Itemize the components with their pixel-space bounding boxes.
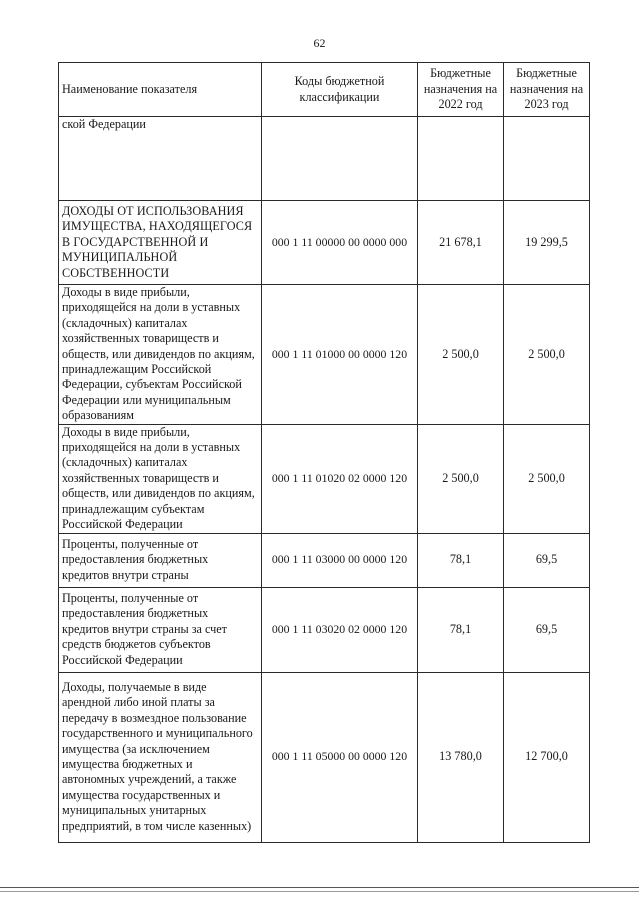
header-code: Коды бюджетной классификации	[262, 63, 418, 117]
row-2023: 19 299,5	[504, 201, 590, 285]
bottom-scan-line	[0, 887, 639, 888]
row-2023: 2 500,0	[504, 285, 590, 425]
row-2022	[418, 117, 504, 201]
table-header-row	[59, 63, 590, 117]
row-code: 000 1 11 03020 02 0000 120	[262, 587, 418, 672]
header-2022: Бюджетные назначения на 2022 год	[418, 63, 504, 117]
row-code: 000 1 11 01020 02 0000 120	[262, 424, 418, 533]
row-2022: 21 678,1	[418, 201, 504, 285]
header-2023: Бюджетные назначения на 2023 год	[504, 63, 590, 117]
budget-table	[58, 62, 590, 843]
row-2023: 69,5	[504, 533, 590, 587]
table-row	[59, 424, 590, 533]
header-name: Наименование показателя	[59, 63, 262, 117]
row-code: 000 1 11 00000 00 0000 000	[262, 201, 418, 285]
row-name: Доходы в виде прибыли, приходящейся на доли в уставных (складочных) капиталах хозяйственных товариществ и обществ, или дивидендов по акциям, принадлежащим Российской Федерации, субъектам Российской Федерации или муниципальным образованиям	[59, 285, 262, 425]
row-2023	[504, 117, 590, 201]
row-name: ской Федерации	[59, 117, 262, 201]
row-name: ДОХОДЫ ОТ ИСПОЛЬЗОВАНИЯ ИМУЩЕСТВА, НАХОДЯЩЕГОСЯ В ГОСУДАРСТВЕННОЙ И МУНИЦИПАЛЬНОЙ СОБСТВЕННОСТИ	[59, 201, 262, 285]
row-2022: 78,1	[418, 533, 504, 587]
row-name: Доходы, получаемые в виде арендной либо иной платы за передачу в возмездное пользование государственного и муниципального имущества (за исключением имущества бюджетных и автономных учреждений, а также имущества государственных и муниципальных унитарных предприятий, в том числе казенных)	[59, 672, 262, 842]
row-name: Проценты, полученные от предоставления бюджетных кредитов внутри страны за счет средств бюджетов субъектов Российской Федерации	[59, 587, 262, 672]
row-code: 000 1 11 05000 00 0000 120	[262, 672, 418, 842]
table-row	[59, 672, 590, 842]
row-2023: 12 700,0	[504, 672, 590, 842]
row-code: 000 1 11 03000 00 0000 120	[262, 533, 418, 587]
table-row	[59, 587, 590, 672]
row-2022: 2 500,0	[418, 285, 504, 425]
row-2022: 13 780,0	[418, 672, 504, 842]
table-row	[59, 117, 590, 201]
table-row	[59, 533, 590, 587]
row-name: Проценты, полученные от предоставления бюджетных кредитов внутри страны	[59, 533, 262, 587]
row-2023: 2 500,0	[504, 424, 590, 533]
row-code: 000 1 11 01000 00 0000 120	[262, 285, 418, 425]
row-name: Доходы в виде прибыли, приходящейся на доли в уставных (складочных) капиталах хозяйственных товариществ и обществ, или дивидендов по акциям, принадлежащим субъектам Российской Федерации	[59, 424, 262, 533]
page-number: 62	[313, 36, 326, 50]
bottom-scan-line-secondary	[0, 891, 639, 892]
row-2023: 69,5	[504, 587, 590, 672]
row-code	[262, 117, 418, 201]
row-2022: 2 500,0	[418, 424, 504, 533]
table-row	[59, 201, 590, 285]
row-2022: 78,1	[418, 587, 504, 672]
table-row	[59, 285, 590, 425]
